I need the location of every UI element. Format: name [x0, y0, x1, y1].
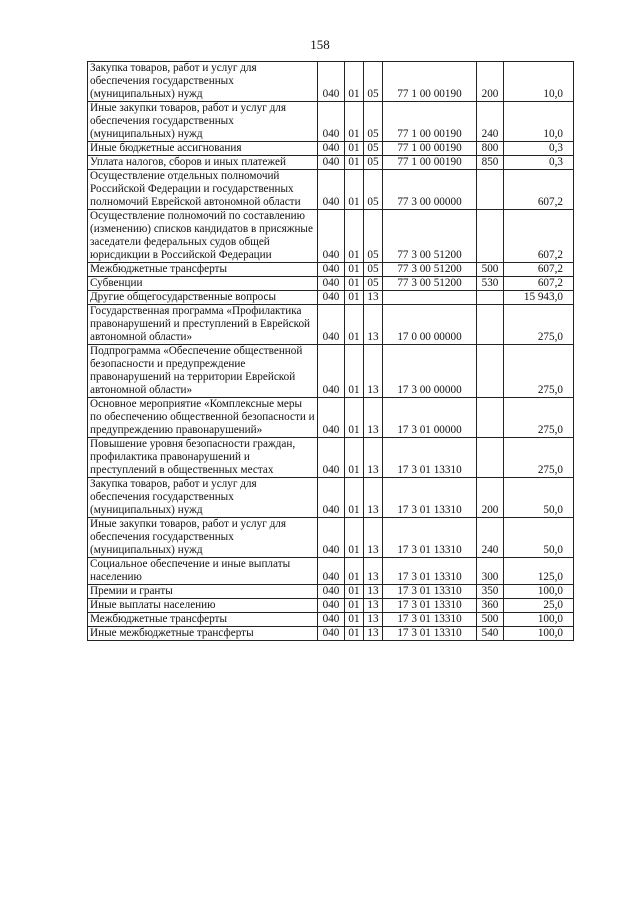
expense-type-cell: 360 — [477, 599, 504, 613]
section-code-cell: 01 — [345, 518, 364, 558]
expense-type-cell: 500 — [477, 613, 504, 627]
row-name-cell: Уплата налогов, сборов и иных платежей — [88, 156, 318, 170]
amount-cell: 607,2 — [504, 277, 574, 291]
target-article-cell: 17 3 01 13310 — [383, 478, 477, 518]
table-row — [88, 613, 574, 627]
subsection-code-cell: 05 — [364, 156, 383, 170]
ved-code-cell: 040 — [318, 438, 345, 478]
amount-cell: 50,0 — [504, 518, 574, 558]
subsection-code-cell: 05 — [364, 170, 383, 210]
row-name-cell: Премии и гранты — [88, 585, 318, 599]
ved-code-cell: 040 — [318, 156, 345, 170]
ved-code-cell: 040 — [318, 305, 345, 345]
expense-type-cell: 540 — [477, 627, 504, 641]
section-code-cell: 01 — [345, 170, 364, 210]
row-name-cell: Иные выплаты населению — [88, 599, 318, 613]
ved-code-cell: 040 — [318, 398, 345, 438]
target-article-cell: 17 3 00 00000 — [383, 345, 477, 398]
amount-cell: 100,0 — [504, 585, 574, 599]
subsection-code-cell: 05 — [364, 277, 383, 291]
section-code-cell: 01 — [345, 263, 364, 277]
ved-code-cell: 040 — [318, 627, 345, 641]
target-article-cell: 77 3 00 51200 — [383, 263, 477, 277]
target-article-cell: 77 1 00 00190 — [383, 142, 477, 156]
target-article-cell: 17 3 01 13310 — [383, 599, 477, 613]
row-name-cell: Осуществление отдельных полномочий Российской Федерации и государственных полномочий Еврейской автономной области — [88, 170, 318, 210]
subsection-code-cell: 05 — [364, 263, 383, 277]
table-row — [88, 478, 574, 518]
section-code-cell: 01 — [345, 142, 364, 156]
target-article-cell: 17 3 01 13310 — [383, 627, 477, 641]
target-article-cell: 17 3 01 13310 — [383, 585, 477, 599]
amount-cell: 50,0 — [504, 478, 574, 518]
amount-cell: 0,3 — [504, 156, 574, 170]
row-name-cell: Основное мероприятие «Комплексные меры по обеспечению общественной безопасности и предупреждению правонарушений» — [88, 398, 318, 438]
subsection-code-cell: 13 — [364, 585, 383, 599]
target-article-cell: 17 0 00 00000 — [383, 305, 477, 345]
subsection-code-cell: 05 — [364, 142, 383, 156]
page-number: 158 — [310, 37, 330, 52]
expense-type-cell: 850 — [477, 156, 504, 170]
amount-cell: 15 943,0 — [504, 291, 574, 305]
target-article-cell: 17 3 01 13310 — [383, 613, 477, 627]
amount-cell: 275,0 — [504, 398, 574, 438]
subsection-code-cell: 13 — [364, 558, 383, 585]
table-row — [88, 305, 574, 345]
ved-code-cell: 040 — [318, 62, 345, 102]
target-article-cell: 77 3 00 00000 — [383, 170, 477, 210]
section-code-cell: 01 — [345, 585, 364, 599]
target-article-cell: 77 3 00 51200 — [383, 210, 477, 263]
amount-cell: 10,0 — [504, 62, 574, 102]
row-name-cell: Иные закупки товаров, работ и услуг для обеспечения государственных (муниципальных) нужд — [88, 102, 318, 142]
subsection-code-cell: 05 — [364, 62, 383, 102]
expense-type-cell — [477, 210, 504, 263]
ved-code-cell: 040 — [318, 142, 345, 156]
subsection-code-cell: 13 — [364, 518, 383, 558]
expense-type-cell: 200 — [477, 478, 504, 518]
section-code-cell: 01 — [345, 156, 364, 170]
subsection-code-cell: 13 — [364, 627, 383, 641]
expense-type-cell: 200 — [477, 62, 504, 102]
expense-type-cell — [477, 345, 504, 398]
ved-code-cell: 040 — [318, 170, 345, 210]
expense-type-cell: 240 — [477, 518, 504, 558]
row-name-cell: Иные бюджетные ассигнования — [88, 142, 318, 156]
ved-code-cell: 040 — [318, 558, 345, 585]
amount-cell: 607,2 — [504, 263, 574, 277]
target-article-cell: 17 3 01 13310 — [383, 518, 477, 558]
section-code-cell: 01 — [345, 627, 364, 641]
section-code-cell: 01 — [345, 305, 364, 345]
section-code-cell: 01 — [345, 277, 364, 291]
ved-code-cell: 040 — [318, 599, 345, 613]
amount-cell: 25,0 — [504, 599, 574, 613]
table-row — [88, 62, 574, 102]
subsection-code-cell: 13 — [364, 478, 383, 518]
section-code-cell: 01 — [345, 398, 364, 438]
table-row — [88, 263, 574, 277]
row-name-cell: Межбюджетные трансферты — [88, 263, 318, 277]
subsection-code-cell: 05 — [364, 210, 383, 263]
row-name-cell: Подпрограмма «Обеспечение общественной безопасности и предупреждение правонарушений на территории Еврейской автономной области» — [88, 345, 318, 398]
subsection-code-cell: 13 — [364, 613, 383, 627]
row-name-cell: Закупка товаров, работ и услуг для обеспечения государственных (муниципальных) нужд — [88, 62, 318, 102]
table-row — [88, 170, 574, 210]
table-row — [88, 558, 574, 585]
ved-code-cell: 040 — [318, 277, 345, 291]
ved-code-cell: 040 — [318, 263, 345, 277]
amount-cell: 607,2 — [504, 170, 574, 210]
expense-type-cell: 530 — [477, 277, 504, 291]
ved-code-cell: 040 — [318, 345, 345, 398]
amount-cell: 125,0 — [504, 558, 574, 585]
section-code-cell: 01 — [345, 345, 364, 398]
expense-type-cell — [477, 291, 504, 305]
table-row — [88, 627, 574, 641]
table-row — [88, 210, 574, 263]
expense-type-cell: 800 — [477, 142, 504, 156]
amount-cell: 275,0 — [504, 438, 574, 478]
subsection-code-cell: 13 — [364, 345, 383, 398]
row-name-cell: Осуществление полномочий по составлению (изменению) списков кандидатов в присяжные заседатели федеральных судов общей юрисдикции в Российской Федерации — [88, 210, 318, 263]
expense-type-cell: 350 — [477, 585, 504, 599]
section-code-cell: 01 — [345, 478, 364, 518]
row-name-cell: Субвенции — [88, 277, 318, 291]
subsection-code-cell: 13 — [364, 305, 383, 345]
amount-cell: 10,0 — [504, 102, 574, 142]
section-code-cell: 01 — [345, 599, 364, 613]
section-code-cell: 01 — [345, 291, 364, 305]
row-name-cell: Закупка товаров, работ и услуг для обеспечения государственных (муниципальных) нужд — [88, 478, 318, 518]
ved-code-cell: 040 — [318, 585, 345, 599]
row-name-cell: Другие общегосударственные вопросы — [88, 291, 318, 305]
table-row — [88, 142, 574, 156]
target-article-cell: 77 1 00 00190 — [383, 62, 477, 102]
table-row — [88, 398, 574, 438]
table-row — [88, 291, 574, 305]
target-article-cell: 17 3 01 00000 — [383, 398, 477, 438]
table-row — [88, 599, 574, 613]
ved-code-cell: 040 — [318, 613, 345, 627]
ved-code-cell: 040 — [318, 291, 345, 305]
amount-cell: 275,0 — [504, 345, 574, 398]
target-article-cell: 17 3 01 13310 — [383, 438, 477, 478]
table-row — [88, 518, 574, 558]
table-row — [88, 277, 574, 291]
row-name-cell: Иные межбюджетные трансферты — [88, 627, 318, 641]
section-code-cell: 01 — [345, 102, 364, 142]
section-code-cell: 01 — [345, 558, 364, 585]
subsection-code-cell: 13 — [364, 438, 383, 478]
expense-type-cell: 240 — [477, 102, 504, 142]
row-name-cell: Межбюджетные трансферты — [88, 613, 318, 627]
expense-type-cell — [477, 305, 504, 345]
amount-cell: 100,0 — [504, 613, 574, 627]
target-article-cell: 17 3 01 13310 — [383, 558, 477, 585]
subsection-code-cell: 13 — [364, 291, 383, 305]
expense-type-cell — [477, 170, 504, 210]
expense-type-cell — [477, 398, 504, 438]
target-article-cell: 77 1 00 00190 — [383, 102, 477, 142]
row-name-cell: Государственная программа «Профилактика правонарушений и преступлений в Еврейской автономной области» — [88, 305, 318, 345]
subsection-code-cell: 13 — [364, 398, 383, 438]
row-name-cell: Повышение уровня безопасности граждан, профилактика правонарушений и преступлений в общественных местах — [88, 438, 318, 478]
expense-type-cell: 300 — [477, 558, 504, 585]
section-code-cell: 01 — [345, 62, 364, 102]
table-row — [88, 585, 574, 599]
row-name-cell: Социальное обеспечение и иные выплаты населению — [88, 558, 318, 585]
subsection-code-cell: 13 — [364, 599, 383, 613]
target-article-cell — [383, 291, 477, 305]
target-article-cell: 77 1 00 00190 — [383, 156, 477, 170]
table-row — [88, 438, 574, 478]
section-code-cell: 01 — [345, 613, 364, 627]
budget-table-body — [88, 62, 574, 641]
amount-cell: 100,0 — [504, 627, 574, 641]
target-article-cell: 77 3 00 51200 — [383, 277, 477, 291]
amount-cell: 607,2 — [504, 210, 574, 263]
expense-type-cell — [477, 438, 504, 478]
ved-code-cell: 040 — [318, 102, 345, 142]
section-code-cell: 01 — [345, 210, 364, 263]
ved-code-cell: 040 — [318, 518, 345, 558]
ved-code-cell: 040 — [318, 478, 345, 518]
section-code-cell: 01 — [345, 438, 364, 478]
budget-table — [87, 61, 574, 641]
table-row — [88, 156, 574, 170]
subsection-code-cell: 05 — [364, 102, 383, 142]
amount-cell: 275,0 — [504, 305, 574, 345]
row-name-cell: Иные закупки товаров, работ и услуг для обеспечения государственных (муниципальных) нужд — [88, 518, 318, 558]
amount-cell: 0,3 — [504, 142, 574, 156]
table-row — [88, 102, 574, 142]
table-row — [88, 345, 574, 398]
expense-type-cell: 500 — [477, 263, 504, 277]
ved-code-cell: 040 — [318, 210, 345, 263]
